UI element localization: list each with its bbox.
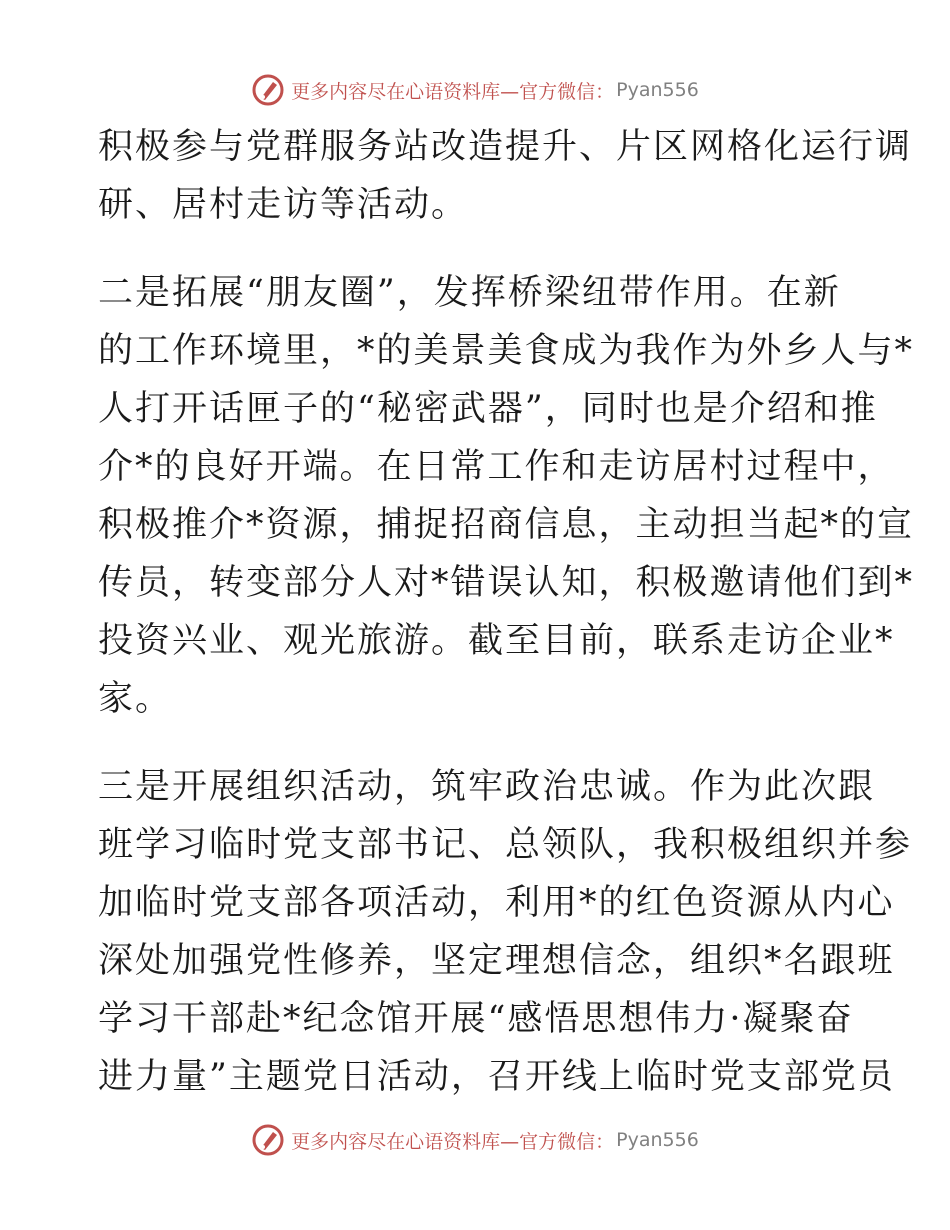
text-line: 三是开展组织活动，筑牢政治忠诚。作为此次跟 — [98, 767, 876, 807]
watermark-wechat-id: Pyan556 — [616, 1129, 699, 1151]
text-line: 投资兴业、观光旅游。截至目前，联系走访企业* — [98, 621, 895, 661]
text-line: 二是拓展“朋友圈”，发挥桥梁纽带作用。在新 — [98, 273, 841, 313]
document-body — [98, 118, 915, 1106]
text-line: 家。 — [98, 679, 173, 719]
pen-circle-icon — [251, 1123, 285, 1157]
text-line: 班学习临时党支部书记、总领队，我积极组织并参 — [98, 825, 913, 865]
text-line: 学习干部赴*纪念馆开展“感悟思想伟力·凝聚奋 — [98, 999, 854, 1039]
text-line: 深处加强党性修养，坚定理想信念，组织*名跟班 — [98, 941, 895, 981]
text-line: 加临时党支部各项活动，利用*的红色资源从内心 — [98, 883, 895, 923]
text-line: 积极参与党群服务站改造提升、片区网格化运行调 — [98, 127, 913, 167]
watermark-text: 更多内容尽在心语资料库—官方微信： — [291, 80, 615, 103]
watermark-footer — [0, 1120, 950, 1160]
text-line: 传员，转变部分人对*错误认知，积极邀请他们到* — [98, 563, 915, 603]
text-line: 研、居村走访等活动。 — [98, 185, 469, 225]
text-line: 介*的良好开端。在日常工作和走访居村过程中， — [98, 447, 895, 487]
text-line: 进力量”主题党日活动，召开线上临时党支部党员 — [98, 1057, 895, 1097]
text-line: 的工作环境里，*的美景美食成为我作为外乡人与* — [98, 331, 915, 371]
watermark-text: 更多内容尽在心语资料库—官方微信： — [291, 1130, 615, 1153]
text-line: 人打开话匣子的“秘密武器”，同时也是介绍和推 — [98, 389, 878, 429]
watermark-wechat-id: Pyan556 — [616, 79, 699, 101]
pen-circle-icon — [251, 73, 285, 107]
watermark-header — [0, 70, 950, 110]
text-line: 积极推介*资源，捕捉招商信息，主动担当起*的宣 — [98, 505, 915, 545]
